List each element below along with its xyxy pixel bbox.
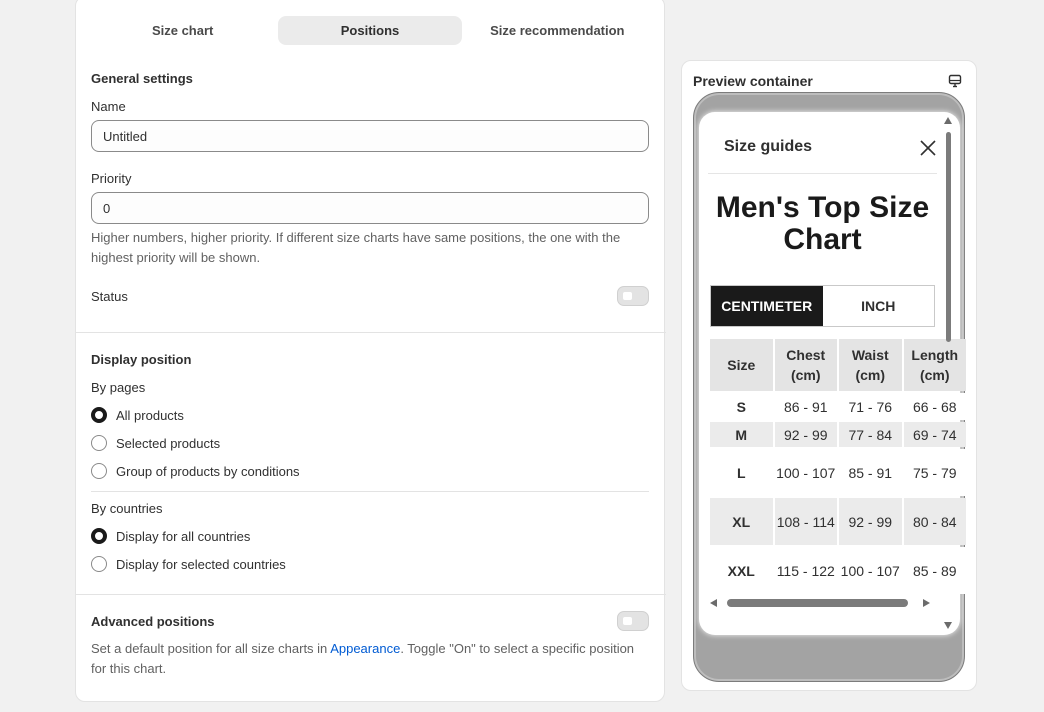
- table-cell: 108 - 114: [775, 498, 838, 545]
- table-header-cell: Size: [710, 339, 773, 391]
- table-cell: XL: [710, 498, 773, 545]
- table-row: [710, 422, 966, 447]
- unit-centimeter-button[interactable]: CENTIMETER: [711, 286, 823, 326]
- radio-all-countries[interactable]: [91, 528, 250, 544]
- chart-title: Men's Top Size Chart: [715, 191, 930, 256]
- priority-help-text: Higher numbers, higher priority. If different size charts have same positions, the one with the highest priority will be shown.: [91, 230, 621, 265]
- preview-title: Preview container: [693, 73, 813, 89]
- scroll-left-arrow-icon[interactable]: [710, 599, 717, 607]
- table-cell: 71 - 76: [839, 393, 902, 420]
- size-table: [708, 337, 968, 596]
- table-header-cell: Chest (cm): [775, 339, 838, 391]
- status-label: Status: [91, 289, 128, 304]
- table-cell: 100 - 107: [775, 449, 838, 496]
- scroll-up-arrow-icon[interactable]: [944, 117, 952, 124]
- scroll-down-arrow-icon[interactable]: [944, 622, 952, 629]
- radio-label: Group of products by conditions: [116, 463, 300, 479]
- size-guide-modal: [699, 112, 960, 635]
- name-label: Name: [91, 99, 126, 114]
- help-text-part: . Toggle "On" to select a specific position for this chart.: [91, 641, 635, 676]
- advanced-positions-toggle[interactable]: [617, 611, 649, 631]
- radio-indicator: [91, 407, 107, 423]
- by-pages-label: By pages: [91, 380, 146, 395]
- radio-selected-countries[interactable]: [91, 556, 286, 572]
- table-cell: L: [710, 449, 773, 496]
- by-countries-label: By countries: [91, 501, 163, 516]
- table-cell: 92 - 99: [839, 498, 902, 545]
- radio-group-of-products[interactable]: [91, 463, 300, 479]
- radio-label: Display for all countries: [116, 528, 251, 544]
- priority-input[interactable]: 0: [91, 192, 649, 224]
- help-text-part: Set a default position for all size charts in: [91, 641, 331, 656]
- status-toggle[interactable]: [617, 286, 649, 306]
- table-cell: 92 - 99: [775, 422, 838, 447]
- table-cell: 115 - 122: [775, 547, 838, 594]
- table-header-row: [710, 339, 966, 391]
- table-cell: 85 - 91: [839, 449, 902, 496]
- table-cell: 77 - 84: [839, 422, 902, 447]
- advanced-positions-heading: Advanced positions: [91, 614, 215, 629]
- table-cell: 100 - 107: [839, 547, 902, 594]
- table-row: [710, 498, 966, 545]
- table-cell: 69 - 74: [904, 422, 967, 447]
- radio-label: All products: [116, 407, 184, 423]
- radio-indicator: [91, 528, 107, 544]
- radio-indicator: [91, 435, 107, 451]
- close-icon[interactable]: [920, 140, 936, 156]
- section-divider: [76, 332, 666, 333]
- preview-container: [681, 60, 977, 691]
- unit-inch-button[interactable]: INCH: [861, 298, 896, 314]
- table-cell: 86 - 91: [775, 393, 838, 420]
- table-cell: 85 - 89: [904, 547, 967, 594]
- table-header-cell: Waist (cm): [839, 339, 902, 391]
- table-cell: M: [710, 422, 773, 447]
- radio-indicator: [91, 463, 107, 479]
- display-position-heading: Display position: [91, 352, 192, 367]
- name-input[interactable]: Untitled: [91, 120, 649, 152]
- horizontal-scrollbar[interactable]: [708, 596, 938, 610]
- table-header-cell: Length (cm): [904, 339, 967, 391]
- desktop-icon[interactable]: [948, 74, 962, 88]
- unit-switcher: [710, 285, 935, 327]
- subsection-divider: [91, 491, 649, 492]
- radio-selected-products[interactable]: [91, 435, 220, 451]
- table-cell: 75 - 79: [904, 449, 967, 496]
- size-table-scroll[interactable]: [710, 337, 959, 597]
- priority-label: Priority: [91, 171, 132, 186]
- table-row: [710, 547, 966, 594]
- tab-size-recommendation[interactable]: Size recommendation: [490, 23, 625, 38]
- table-row: [710, 393, 966, 420]
- radio-label: Selected products: [116, 435, 221, 451]
- vertical-scrollbar[interactable]: [944, 100, 953, 616]
- radio-all-products[interactable]: [91, 407, 184, 423]
- radio-label: Display for selected countries: [116, 556, 286, 572]
- appearance-link[interactable]: Appearance: [330, 641, 401, 656]
- general-settings-heading: General settings: [91, 71, 193, 86]
- scroll-right-arrow-icon[interactable]: [923, 599, 930, 607]
- tab-size-chart[interactable]: Size chart: [151, 23, 214, 38]
- table-cell: 80 - 84: [904, 498, 967, 545]
- table-cell: S: [710, 393, 773, 420]
- horizontal-scroll-thumb[interactable]: [727, 599, 908, 607]
- tab-bar: [91, 16, 649, 45]
- table-row: [710, 449, 966, 496]
- phone-frame: [693, 92, 965, 682]
- table-cell: XXL: [710, 547, 773, 594]
- section-divider: [76, 594, 666, 595]
- radio-indicator: [91, 556, 107, 572]
- advanced-help-text: [91, 639, 636, 679]
- settings-card: [75, 0, 665, 702]
- modal-divider: [708, 173, 937, 174]
- modal-title: Size guides: [724, 138, 813, 155]
- table-cell: 66 - 68: [904, 393, 967, 420]
- vertical-scroll-thumb[interactable]: [946, 132, 951, 342]
- tab-positions[interactable]: Positions: [278, 16, 461, 45]
